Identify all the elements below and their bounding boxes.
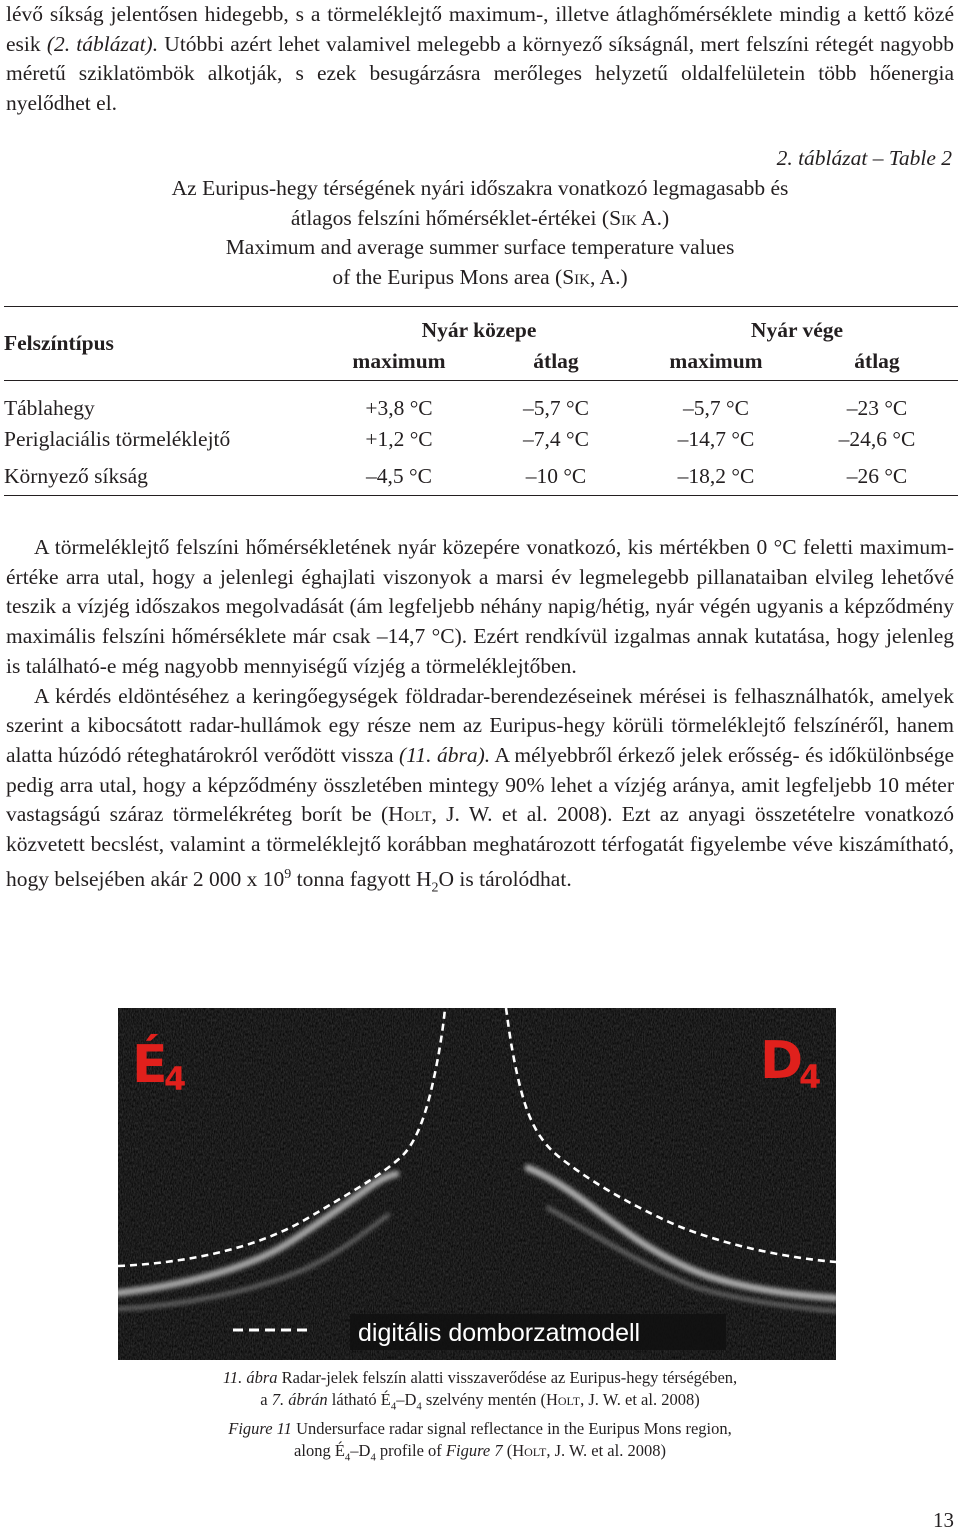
header-avg-2: átlag xyxy=(796,343,958,381)
table-title-hu-2: átlagos felszíni hőmérséklet-értékei (Sik A.) xyxy=(290,205,670,230)
table-row: Periglaciális törmeléklejtő +1,2 °C –7,4 °C –14,7 °C –24,6 °C xyxy=(4,426,916,451)
table-label: 2. táblázat – Table 2 xyxy=(776,146,952,170)
table-reference: (2. táblázat). xyxy=(46,31,159,56)
svg-text:4: 4 xyxy=(164,1060,187,1098)
paragraph: A kérdés eldöntéséhez a keringőegységek földradar-berendezéseinek mérései is felhasználhatók, amelyek szerint a kibocsátott radar-hullámok egy része nem az Euripus-hegy körüli törmeléklejtő felszínéről, hanem alatta húzódó réteghatárokról verődött vissza (11. ábra). A mélyebbről érkező jelek erősség- és időkülönbsége pedig arra utal, hogy a képződmény összletében mintegy 90% lehet a vízjég aránya, amit legfeljebb 10 méter vastagságú száraz törmelékréteg borít be (Holt, J. W. et al. 2008). Ezt az anyagi összetételre vonatkozó közvetett becslést, valamint a törmeléklejtő korábban meghatározott térfogatát figyelembe véve kiszámítható, hogy belsejében akár 2 000 x $10^9$ tonna fagyott $H_2O$ is tárolódhat. xyxy=(6,683,955,896)
svg-text:4: 4 xyxy=(799,1058,822,1096)
table-row: Környező síkság –4,5 °C –10 °C –18,2 °C –26 °C xyxy=(4,458,958,496)
table-title-en-1: Maximum and average summer surface temperature values xyxy=(225,235,735,260)
table-row: Táblahegy +3,8 °C –5,7 °C –5,7 °C –23 °C xyxy=(4,395,908,420)
header-max-1: maximum xyxy=(322,343,476,381)
table-caption xyxy=(0,144,960,293)
figure-reference: (11. ábra). xyxy=(399,742,491,767)
table-title-hu-1: Az Euripus-hegy térségének nyári időszakra vonatkozó legmagasabb és xyxy=(171,175,789,200)
radargram-image xyxy=(118,1008,836,1360)
radar-figure xyxy=(118,1008,836,1360)
page-number: 13 xyxy=(933,1508,954,1532)
header-avg-1: átlag xyxy=(476,343,636,381)
svg-text:D: D xyxy=(760,1031,804,1091)
header-late-summer: Nyár vége xyxy=(750,317,844,342)
intro-paragraph: lévő síkság jelentősen hidegebb, s a törmeléklejtő maximum-, illetve átlaghőmérséklete mindig a kettő közé esik (2. táblázat). Utóbbi azért lehet valamivel melegebb a környező síkságnál, mert felszíni rétegét nagyobb méretű sziklatömbök alkotják, s ezek besugárzásra merőleges helyzetű oldalfelületein több hőenergia nyelődhet el. xyxy=(6,2,954,116)
body-text xyxy=(6,533,954,903)
header-max-2: maximum xyxy=(636,343,796,381)
temperature-table xyxy=(4,306,958,496)
header-midsummer: Nyár közepe xyxy=(421,317,537,342)
header-surface-type: Felszíntípus xyxy=(4,307,322,381)
figure-caption: 11. ábra Radar-jelek felszín alatti visszaverődése az Euripus-hegy térségében, a 7. ábrán látható $É_4-D_4$ szelvény mentén (Holt, J. W. et al. 2008) Figure 11 Undersurface radar signal reflectance in the Euripus Mons region, along $É_4-D_4$ profile of Figure 7 (Holt, J. W. et al. 2008) xyxy=(222,1368,738,1463)
paragraph: A törmeléklejtő felszíni hőmérsékletének nyár közepére vonatkozó, kis mértékben 0 °C feletti maximum-értéke arra utal, hogy a jelenlegi éghajlati viszonyok a marsi év legmelegebb pillanataiban elvileg lehetővé teszik a vízjég időszakos megolvadását (ám legfeljebb néhány napig/hétig, nyár végén ugyanis a képződmény maximális felszíni hőmérséklete már csak –14,7 °C). Ezért rendkívül izgalmas annak kutatása, hogy jelenleg is található-e még nagyobb mennyiségű vízjég a törmeléklejtőben. xyxy=(6,535,954,678)
table-title-en-2: of the Euripus Mons area (Sik, A.) xyxy=(332,265,628,290)
svg-text:digitális domborzatmodell: digitális domborzatmodell xyxy=(358,1319,641,1347)
svg-text:É: É xyxy=(132,1035,168,1095)
